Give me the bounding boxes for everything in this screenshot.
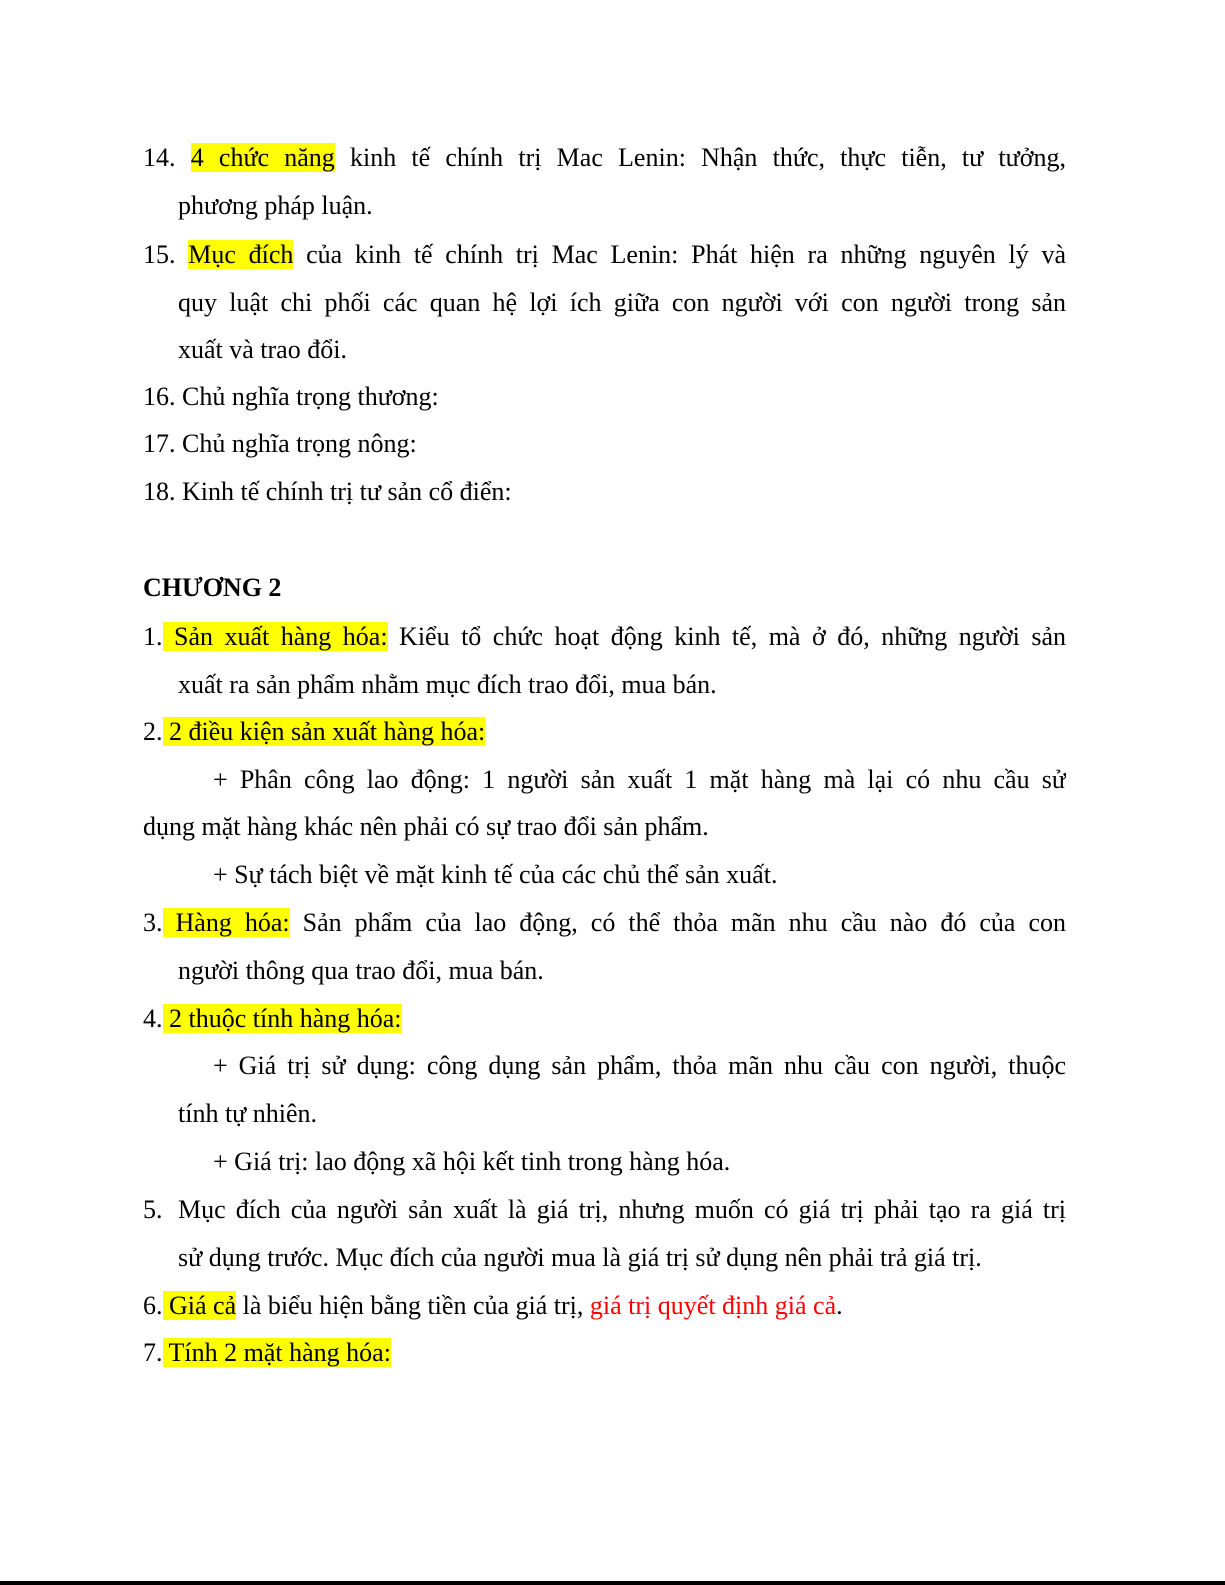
item-14-line-1	[143, 141, 1066, 175]
item-15-line-1	[143, 238, 1066, 272]
ch2-item-7-number: 7.	[143, 1338, 163, 1367]
ch2-item-4-line-1	[143, 1002, 402, 1036]
ch2-item-3-text: Sản phẩm của lao động, có thể thỏa mãn nhu cầu nào đó của con	[302, 908, 1066, 937]
item-17: 17. Chủ nghĩa trọng nông:	[143, 429, 417, 458]
item-15-line-2: quy luật chi phối các quan hệ lợi ích giữa con người với con người trong sản	[178, 288, 1066, 317]
ch2-item-2-sub-2: + Sự tách biệt về mặt kinh tế của các chủ thể sản xuất.	[213, 860, 778, 889]
item-15-number: 15.	[143, 240, 176, 269]
ch2-item-6-line-1	[143, 1289, 843, 1323]
ch2-item-4-highlight: 2 thuộc tính hàng hóa:	[162, 1004, 402, 1033]
item-14-number: 14.	[143, 143, 176, 172]
ch2-item-4-sub-1-line-1: + Giá trị sử dụng: công dụng sản phẩm, thỏa mãn nhu cầu con người, thuộc	[213, 1051, 1066, 1080]
item-14-line-2: phương pháp luận.	[178, 191, 373, 220]
ch2-item-7-highlight: Tính 2 mặt hàng hóa:	[162, 1338, 391, 1367]
ch2-item-6-red-text: giá trị quyết định giá cả	[589, 1291, 837, 1320]
item-15-line-3: xuất và trao đổi.	[178, 335, 347, 364]
item-15-highlight: Mục đích	[188, 240, 294, 269]
ch2-item-5-number: 5.	[143, 1195, 163, 1224]
item-16: 16. Chủ nghĩa trọng thương:	[143, 382, 439, 411]
ch2-item-1-text: Kiểu tổ chức hoạt động kinh tế, mà ở đó, những người sản	[399, 622, 1066, 651]
ch2-item-3-line-1	[143, 906, 1066, 940]
item-14-highlight: 4 chức năng	[190, 143, 335, 172]
item-15-text: của kinh tế chính trị Mac Lenin: Phát hiện ra những nguyên lý và	[306, 240, 1066, 269]
ch2-item-6-number: 6.	[143, 1291, 163, 1320]
ch2-item-6-highlight: Giá cả	[162, 1291, 237, 1320]
ch2-item-2-line-1	[143, 715, 485, 749]
ch2-item-4-sub-1-line-2: tính tự nhiên.	[178, 1099, 318, 1128]
ch2-item-7-line-1	[143, 1336, 391, 1370]
item-14-text: kinh tế chính trị Mac Lenin: Nhận thức, thực tiễn, tư tưởng,	[350, 143, 1066, 172]
ch2-item-3-highlight: Hàng hóa:	[162, 908, 290, 937]
ch2-item-3-number: 3.	[143, 908, 163, 937]
ch2-item-5-line-2: sử dụng trước. Mục đích của người mua là giá trị sử dụng nên phải trả giá trị.	[178, 1243, 982, 1272]
ch2-item-3-line-2: người thông qua trao đổi, mua bán.	[178, 956, 544, 985]
ch2-item-4-sub-2: + Giá trị: lao động xã hội kết tinh trong hàng hóa.	[213, 1147, 731, 1176]
page-bottom-border	[0, 1581, 1225, 1585]
ch2-item-1-highlight: Sản xuất hàng hóa:	[162, 622, 388, 651]
ch2-item-2-sub-1-line-1: + Phân công lao động: 1 người sản xuất 1 mặt hàng mà lại có nhu cầu sử	[213, 765, 1066, 794]
ch2-item-1-number: 1.	[143, 622, 163, 651]
item-18: 18. Kinh tế chính trị tư sản cổ điển:	[143, 477, 512, 506]
ch2-item-2-highlight: 2 điều kiện sản xuất hàng hóa:	[162, 717, 486, 746]
ch2-item-5-line-1: Mục đích của người sản xuất là giá trị, nhưng muốn có giá trị phải tạo ra giá trị	[178, 1195, 1066, 1224]
ch2-item-1-line-2: xuất ra sản phẩm nhằm mục đích trao đổi, mua bán.	[178, 670, 717, 699]
ch2-item-1-line-1	[143, 620, 1066, 654]
ch2-item-2-number: 2.	[143, 717, 163, 746]
ch2-item-2-sub-1-line-2: dụng mặt hàng khác nên phải có sự trao đổi sản phẩm.	[143, 812, 709, 841]
ch2-item-4-number: 4.	[143, 1004, 163, 1033]
ch2-item-6-text: là biểu hiện bằng tiền của giá trị,	[236, 1291, 590, 1320]
chapter-heading: CHƯƠNG 2	[143, 573, 282, 602]
ch2-item-6-period: .	[836, 1291, 843, 1320]
